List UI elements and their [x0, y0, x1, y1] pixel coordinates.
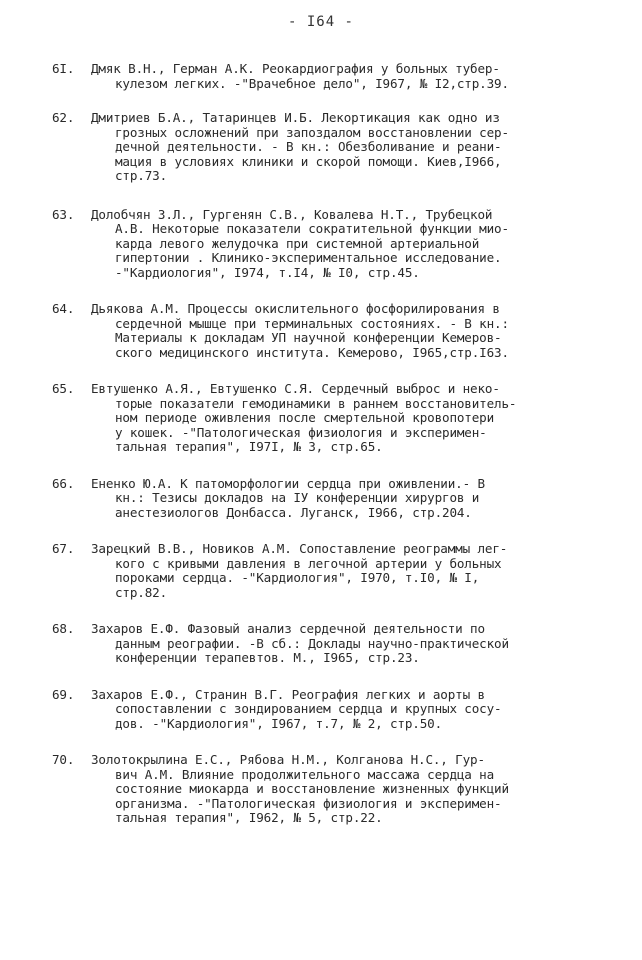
entry-line: Дмитриев Б.А., Татаринцев И.Б. Лекортикация как одно из [91, 110, 500, 125]
entry-line: Золотокрылина Е.С., Рябова Н.М., Колганова Н.С., Гур- [91, 752, 485, 767]
entry-number: 68. [52, 621, 75, 636]
bibliography-entry [52, 622, 600, 666]
entry-line: Долобчян З.Л., Гургенян С.В., Ковалева Н.Т., Трубецкой [91, 206, 493, 222]
entry-line: Евтушенко А.Я., Евтушенко С.Я. Сердечный выброс и неко- [91, 381, 500, 396]
bibliography-entry [52, 302, 600, 360]
entry-line: анестезиологов Донбасса. Луганск, I966, стр.204. [115, 504, 472, 520]
bibliography-entry [52, 111, 600, 184]
entry-text [91, 62, 600, 91]
entry-number: 69. [52, 686, 75, 702]
entry-line: грозных осложнений при запоздалом восстановлении сер- [115, 124, 509, 140]
entry-line: данным реографии. -В сб.: Доклады научно-практической [115, 635, 509, 651]
entry-line: организма. -"Патологическая физиология и эксперимен- [115, 795, 502, 811]
entry-line: сопоставлении с зондированием сердца и крупных сосу- [115, 701, 502, 716]
bibliography-entry [52, 688, 600, 732]
page-number: - I64 - [287, 14, 354, 30]
entry-text [91, 688, 600, 732]
entry-line: Материалы к докладам УП научной конференции Кемеров- [115, 330, 502, 345]
entry-line: А.В. Некоторые показатели сократительной функции мио- [115, 221, 509, 236]
entry-line: тальная терапия", I97I, № 3, стр.65. [115, 439, 383, 454]
entry-number: 64. [52, 301, 75, 316]
entry-line: стр.82. [115, 584, 168, 600]
entry-number: 65. [52, 381, 75, 396]
bibliography-entry [52, 542, 600, 600]
entry-text [91, 302, 600, 360]
entry-text [91, 542, 600, 600]
entry-text [91, 208, 600, 281]
bibliography-entry [52, 753, 600, 826]
entry-line: сердечной мышце при терминальных состояниях. - В кн.: [115, 315, 509, 331]
bibliography-entry [52, 382, 600, 455]
entry-text [91, 382, 600, 455]
entry-line: пороками сердца. -"Кардиология", I970, т.I0, № I, [115, 570, 480, 585]
entry-number: 6I. [52, 61, 75, 76]
bibliography-entry [52, 62, 600, 91]
entry-line: Захаров Е.Ф. Фазовый анализ сердечной деятельности по [91, 621, 485, 636]
entry-line: ном периоде оживления после смертельной кровопотери [115, 410, 495, 425]
entry-line: Ененко Ю.А. К патоморфологии сердца при оживлении.- В [91, 475, 485, 491]
entry-number: 70. [52, 752, 75, 767]
bibliography-entry [52, 477, 600, 521]
entry-line: Зарецкий В.В., Новиков А.М. Сопоставление реограммы лег- [91, 541, 508, 556]
entry-line: дечной деятельности. - В кн.: Обезболивание и реани- [115, 139, 502, 154]
entry-line: карда левого желудочка при системной артериальной [115, 235, 480, 251]
entry-line: кулезом легких. -"Врачебное дело", I967, № I2,стр.39. [115, 75, 509, 91]
entry-line: -"Кардиология", I974, т.I4, № I0, стр.45. [115, 264, 420, 280]
entry-text [91, 622, 600, 666]
entry-line: Захаров Е.Ф., Странин В.Г. Реография легких и аорты в [91, 686, 485, 702]
entry-line: мация в условиях клиники и скорой помощи. Киев,I966, [115, 153, 502, 169]
entry-line: состояние миокарда и восстановление жизненных функций [115, 781, 509, 796]
entry-number: 63. [52, 206, 75, 222]
entry-line: дов. -"Кардиология", I967, т.7, № 2, стр.50. [115, 715, 443, 731]
entry-number: 67. [52, 541, 75, 556]
entry-line: тальная терапия", I962, № 5, стр.22. [115, 810, 383, 825]
entry-line: кого с кривыми давления в легочной артерии у больных [115, 555, 502, 571]
entry-line: вич А.М. Влияние продолжительного массажа сердца на [115, 766, 495, 782]
entry-line: торые показатели гемодинамики в раннем восстановитель- [115, 395, 517, 411]
entry-number: 62. [52, 110, 75, 125]
entry-number: 66. [52, 475, 75, 491]
entry-line: Дмяк В.Н., Герман А.К. Реокардиография у больных тубер- [91, 61, 500, 76]
entry-text [91, 753, 600, 826]
entry-line: у кошек. -"Патологическая физиология и эксперимен- [115, 424, 487, 440]
bibliography-list [52, 62, 600, 848]
entry-text [91, 477, 600, 521]
entry-line: гипертонии . Клинико-экспериментальное исследование. [115, 250, 502, 265]
entry-line: кн.: Тезисы докладов на IУ конференции хирургов и [115, 490, 480, 505]
entry-text [91, 111, 600, 184]
entry-line: стр.73. [115, 168, 168, 183]
entry-line: Дьякова А.М. Процессы окислительного фосфорилирования в [91, 301, 500, 316]
entry-line: конференции терапевтов. М., I965, стр.23. [115, 650, 420, 665]
bibliography-entry [52, 208, 600, 281]
entry-line: ского медицинского института. Кемерово, I965,стр.I63. [115, 344, 509, 360]
